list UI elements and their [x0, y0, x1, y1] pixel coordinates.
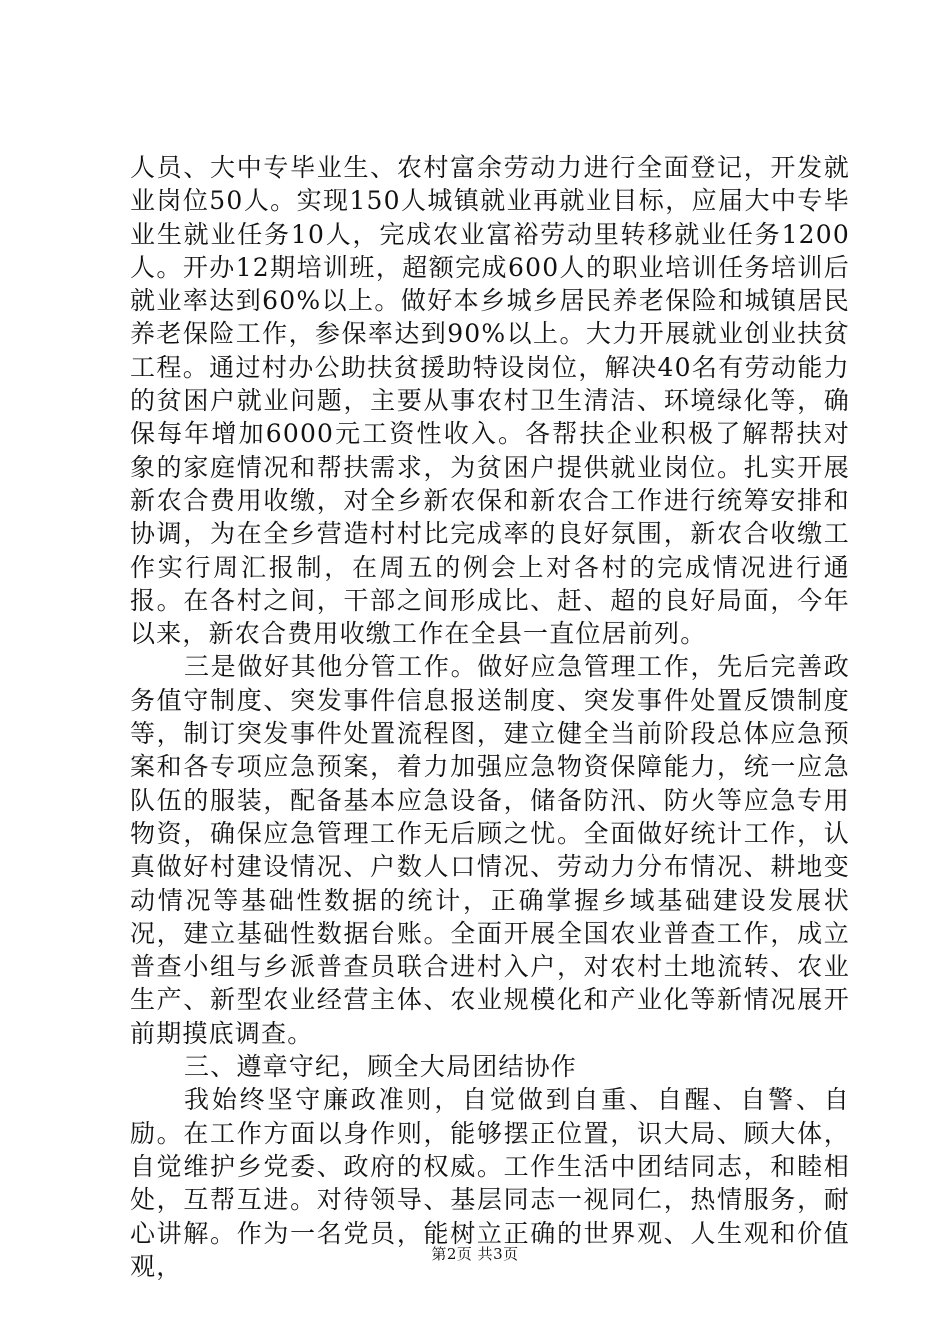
paragraph-integrity: 我始终坚守廉政准则，自觉做到自重、自醒、自警、自励。在工作方面以身作则，能够摆正位置，识大局、顾大体，自觉维护乡党委、政府的权威。工作生活中团结同志，和睦相处，互帮互进。对待领导、基层同志一视同仁，热情服务，耐心讲解。作为一名党员，能树立正确的世界观、人生观和价值观，: [130, 1085, 850, 1281]
section-heading-discipline: 三、遵章守纪，顾全大局团结协作: [184, 1052, 578, 1082]
paragraph-employment: 人员、大中专毕业生、农村富余劳动力进行全面登记，开发就业岗位50人。实现150人城镇就业再就业目标，应届大中专毕业生就业任务10人，完成农业富裕劳动里转移就业任务1200人。开办12期培训班，超额完成600人的职业培训任务培训后就业率达到60%以上。做好本乡城乡居民养老保险和城镇居民养老保险工作，参保率达到90%以上。大力开展就业创业扶贫工程。通过村办公助扶贫援助特设岗位，解决40名有劳动能力的贫困户就业问题，主要从事农村卫生清洁、环境绿化等，确保每年增加6000元工资性收入。各帮扶企业积极了解帮扶对象的家庭情况和帮扶需求，为贫困户提供就业岗位。扎实开展新农合费用收缴，对全乡新农保和新农合工作进行统筹安排和协调，为在全乡营造村村比完成率的良好氛围，新农合收缴工作实行周汇报制，在周五的例会上对各村的完成情况进行通报。在各村之间，干部之间形成比、赶、超的良好局面，今年以来，新农合费用收缴工作在全县一直位居前列。: [130, 153, 850, 649]
paragraph-other-duties: 三是做好其他分管工作。做好应急管理工作，先后完善政务值守制度、突发事件信息报送制度、突发事件处置反馈制度等，制订突发事件处置流程图，建立健全当前阶段总体应急预案和各专项应急预案，着力加强应急物资保障能力，统一应急队伍的服装，配备基本应急设备，储备防汛、防火等应急专用物资，确保应急管理工作无后顾之忧。全面做好统计工作，认真做好村建设情况、户数人口情况、劳动力分布情况、耕地变动情况等基础性数据的统计，正确掌握乡域基础建设发展状况，建立基础性数据台账。全面开展全国农业普查工作，成立普查小组与乡派普查员联合进村入户，对农村土地流转、农业生产、新型农业经营主体、农业规模化和产业化等新情况展开前期摸底调查。: [130, 652, 850, 1048]
page-number-footer: 第2页 共3页: [431, 1245, 519, 1263]
document-body: [130, 151, 850, 1283]
